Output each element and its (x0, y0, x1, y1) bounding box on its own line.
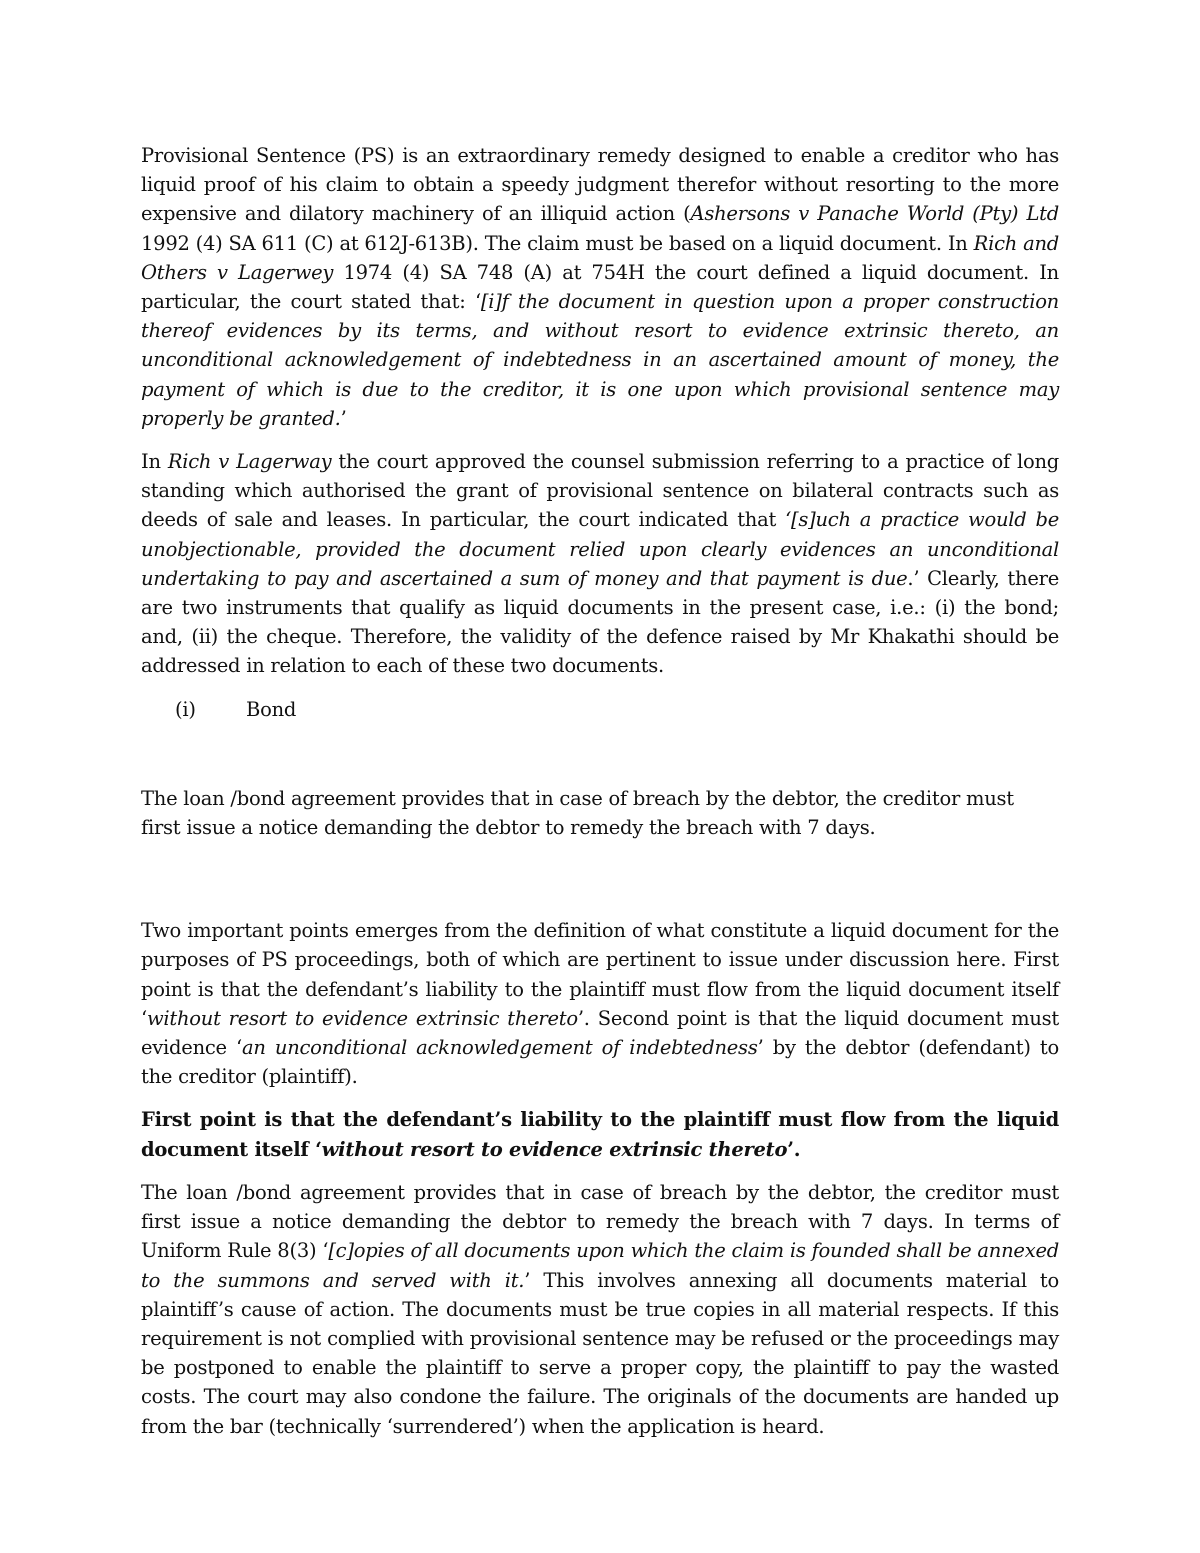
quotation: ‘[s]uch a practice would be unobjectionable, provided the document relied upon clearly evidences an unconditional undertaking to pay and ascertained a sum of money and that payment is due (141, 508, 1060, 590)
item-number: (i) (175, 697, 196, 721)
text-run: ’. Second point is that the liquid document must evidence ‘ (141, 1006, 1059, 1060)
quotation: without resort to evidence extrinsic thereto (146, 1006, 578, 1030)
case-citation: Ashersons v Panache World (Pty) Ltd (690, 202, 1059, 226)
spacer (141, 738, 1059, 784)
paragraph-intro (141, 141, 1059, 433)
text-run: ’ (340, 406, 347, 430)
text-run: 1992 (4) SA 611 (C) at 612J-613B). The claim must be based on a liquid document. In (141, 231, 974, 255)
numbered-item-bond (141, 695, 1059, 724)
paragraph-loan-bond: The loan /bond agreement provides that in case of breach by the debtor, the creditor must first issue a notice demanding the debtor to remedy the breach with 7 days. (141, 786, 1014, 840)
text-run: First point is that the defendant’s liability to the plaintiff must flow from the liquid document itself ‘ (141, 1108, 1059, 1161)
text-run: 1974 (4) SA 748 (A) at 754H the court defined a liquid document. In particular, the court stated that: ‘ (141, 260, 1059, 314)
text-run: ’ This involves annexing all documents material to plaintiff’s cause of action. The documents must be true copies in all material respects. If this requirement is not complied with provisional sentence may be refused or the proceedings may be postponed to enable the plaintiff to serve a proper copy, the plaintiff to pay the wasted costs. The court may also condone the failure. The originals of the documents are handed up from the bar (technically ‘surrendered’) when the application is heard. (141, 1268, 1059, 1438)
text-run: The loan /bond agreement provides that in case of breach by the debtor, the creditor must first issue a notice demanding the debtor to remedy the breach with 7 days. In terms of Uniform Rule 8(3) ‘ (141, 1180, 1059, 1263)
item-label: Bond (246, 697, 297, 721)
case-citation: Rich and Others v Lagerwey (141, 231, 1060, 284)
text-run: Two important points emerges from the definition of what constitute a liquid document for the purposes of PS proceedings, both of which are pertinent to issue under discussion here. First point is that the defendant’s liability to the plaintiff must flow from the liquid document itself ‘ (141, 919, 1059, 1030)
text-run: .’ Clearly, there are two instruments that qualify as liquid documents in the present case, i.e.: (i) the bond; and, (ii) the cheque. Therefore, the validity of the defence raised by Mr Khakathi should be addressed in relation to each of these two documents. (141, 566, 1059, 678)
text-run: ’. (787, 1137, 801, 1161)
quotation: [i]f the document in question upon a proper construction thereof evidences by its terms, and without resort to evidence extrinsic thereto, an unconditional acknowledgement of indebtedness in an ascertained amount of money, the payment of which is due to the creditor, it is one upon which provisional sentence may properly be granted. (141, 290, 1059, 430)
quotation: an unconditional acknowledgement of indebtedness (242, 1036, 758, 1060)
text-run: ’ by the debtor (defendant) to the creditor (plaintiff). (141, 1036, 1060, 1089)
text-run: Provisional Sentence (PS) is an extraordinary remedy designed to enable a creditor who has liquid proof of his claim to obtain a speedy judgment therefor without resorting to the more expensive and dilatory machinery of an illiquid action ( (141, 144, 1059, 226)
section-heading-first-point (141, 1105, 1059, 1163)
text-run: the court approved the counsel submission referring to a practice of long standing which authorised the grant of provisional sentence on bilateral contracts such as deeds of sale and leases. In particular, the court indicated that (141, 450, 1059, 532)
text-run: In (141, 450, 168, 474)
quotation: without resort to evidence extrinsic thereto (321, 1137, 788, 1161)
paragraph-two-points (141, 916, 1059, 1091)
case-citation: Rich v Lagerway (167, 450, 332, 474)
paragraph-rich-v-lagerway (141, 447, 1059, 681)
document-page (141, 141, 1059, 1455)
quotation: [c]opies of all documents upon which the claim is founded shall be annexed to the summons and served with it. (141, 1239, 1059, 1292)
paragraph-uniform-rule (141, 1178, 1059, 1441)
spacer (141, 856, 1059, 916)
